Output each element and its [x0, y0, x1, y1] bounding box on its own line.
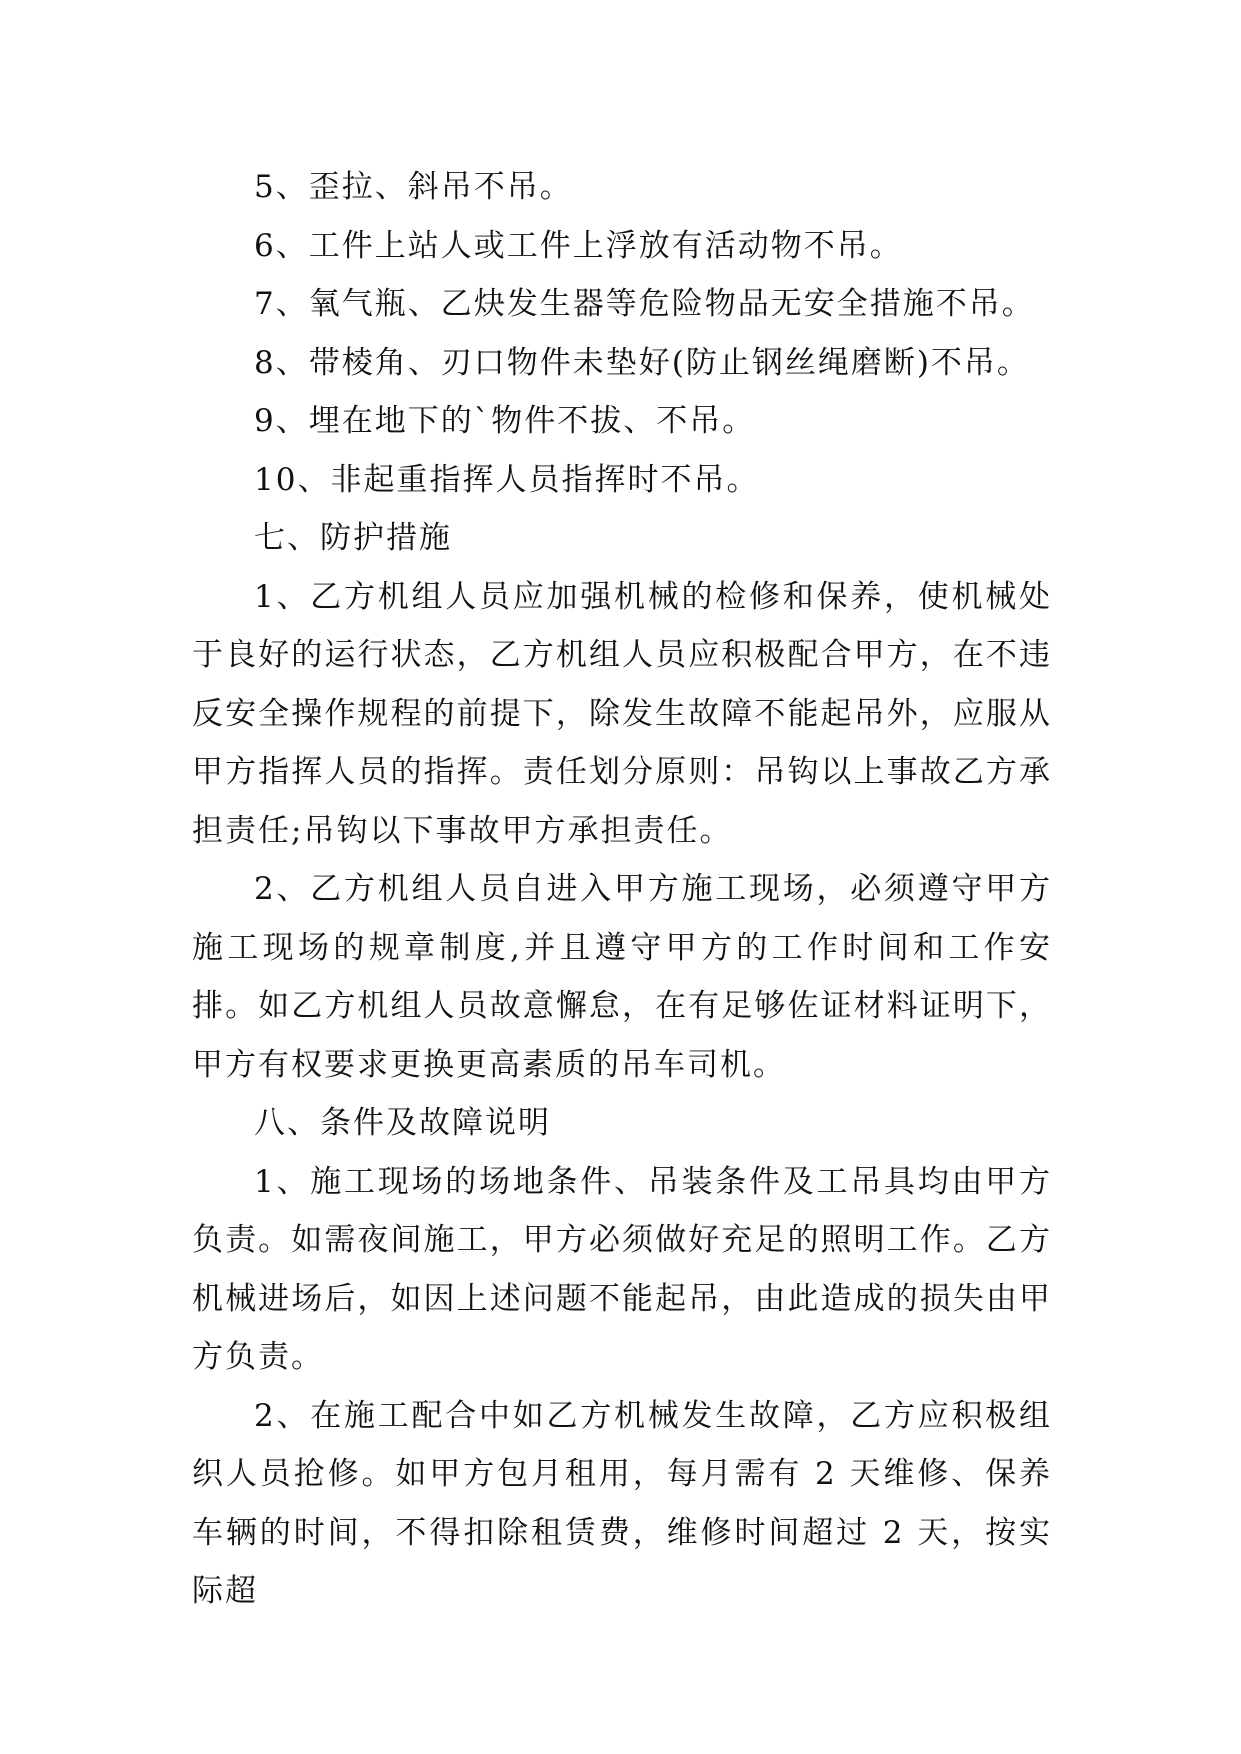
paragraph-rule-5: 5、歪拉、斜吊不吊。: [254, 169, 573, 205]
section-heading-protection: 七、防护措施: [254, 520, 452, 556]
paragraph-protection-2: 2、乙方机组人员自进入甲方施工现场，必须遵守甲方施工现场的规章制度,并且遵守甲方的工作时间和工作安排。如乙方机组人员故意懈怠，在有足够佐证材料证明下，甲方有权要求更换更高素质的吊车司机。: [192, 871, 1052, 1083]
document-body: [192, 158, 1052, 1621]
paragraph-conditions-1: 1、施工现场的场地条件、吊装条件及工吊具均由甲方负责。如需夜间施工，甲方必须做好充足的照明工作。乙方机械进场后，如因上述问题不能起吊，由此造成的损失由甲方负责。: [192, 1163, 1052, 1375]
paragraph-conditions-2: 2、在施工配合中如乙方机械发生故障，乙方应积极组织人员抢修。如甲方包月租用，每月需有 2 天维修、保养车辆的时间，不得扣除租赁费，维修时间超过 2 天，按实际超: [192, 1397, 1052, 1609]
paragraph-rule-10: 10、非起重指挥人员指挥时不吊。: [254, 461, 760, 498]
paragraph-rule-7: 7、氧气瓶、乙炔发生器等危险物品无安全措施不吊。: [254, 286, 1035, 322]
paragraph-rule-6: 6、工件上站人或工件上浮放有活动物不吊。: [254, 227, 903, 264]
paragraph-rule-8: 8、带棱角、刃口物件未垫好(防止钢丝绳磨断)不吊。: [254, 344, 1030, 381]
section-heading-conditions: 八、条件及故障说明: [254, 1105, 551, 1141]
paragraph-rule-9: 9、埋在地下的`物件不拔、不吊。: [254, 403, 756, 439]
paragraph-protection-1: 1、乙方机组人员应加强机械的检修和保养，使机械处于良好的运行状态，乙方机组人员应积极配合甲方，在不违反安全操作规程的前提下，除发生故障不能起吊外，应服从甲方指挥人员的指挥。责任划分原则：吊钩以上事故乙方承担责任;吊钩以下事故甲方承担责任。: [192, 578, 1052, 849]
